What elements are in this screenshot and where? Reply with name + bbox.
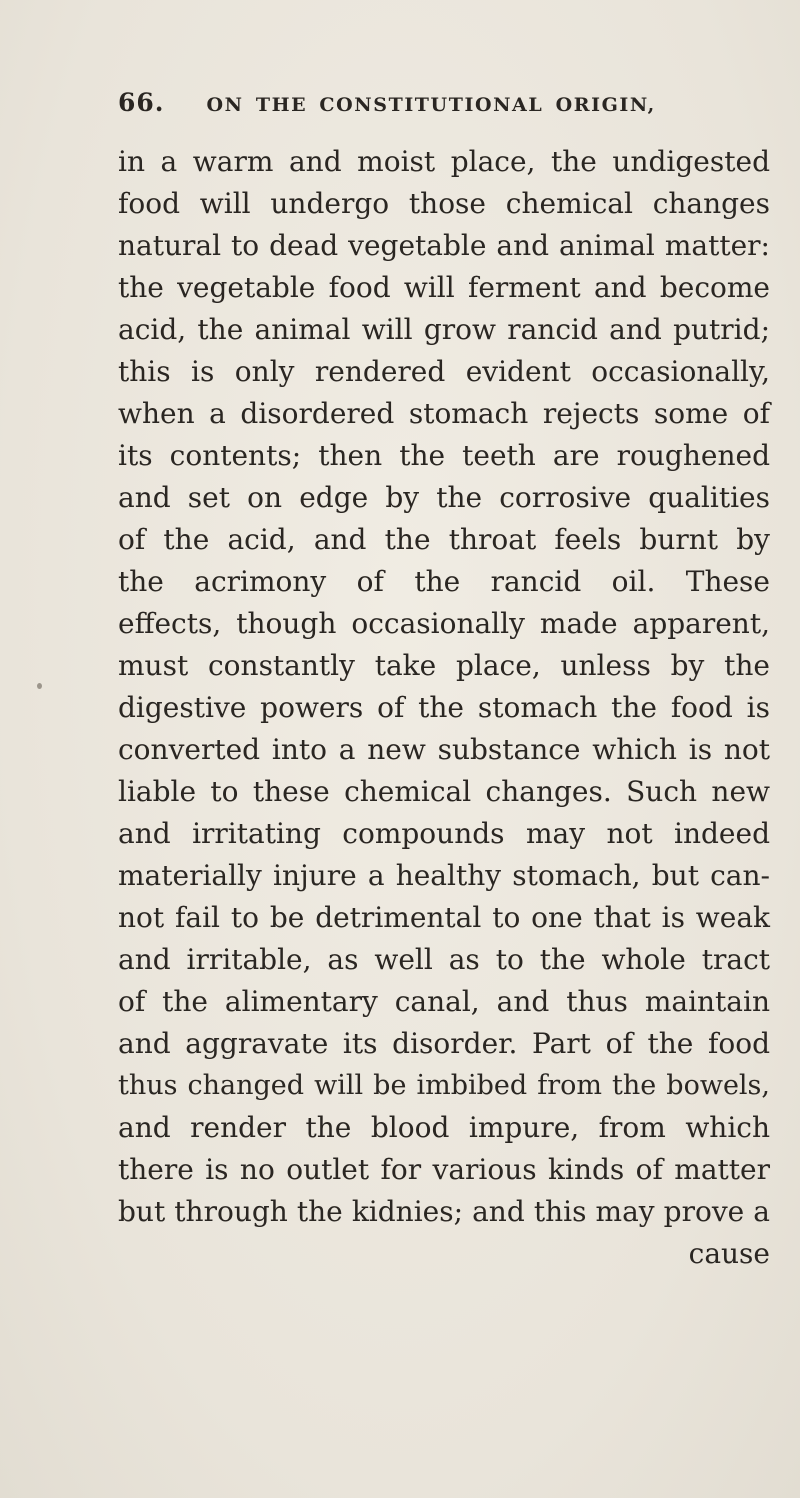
text-line: but through the kidnies; and this may prove a	[118, 1195, 770, 1228]
text-line: the vegetable food will ferment and become	[118, 271, 770, 304]
page-header	[118, 88, 738, 122]
text-line: digestive powers of the stomach the food is	[118, 691, 770, 724]
text-line: when a disordered stomach rejects some of	[118, 397, 770, 430]
text-line: converted into a new substance which is not	[118, 733, 770, 766]
text-line: in a warm and moist place, the undigested	[118, 145, 770, 178]
text-line: effects, though occasionally made apparent,	[118, 607, 770, 640]
text-line: the acrimony of the rancid oil. These	[118, 565, 770, 598]
running-head: ON THE CONSTITUTIONAL ORIGIN,	[206, 94, 656, 116]
text-line: acid, the animal will grow rancid and putrid;	[118, 313, 770, 346]
text-line: this is only rendered evident occasionally,	[118, 355, 770, 388]
page-number: 66.	[118, 88, 165, 117]
text-line: there is no outlet for various kinds of matter	[118, 1153, 770, 1186]
text-line: and irritating compounds may not indeed	[118, 817, 770, 850]
text-line: of the acid, and the throat feels burnt by	[118, 523, 770, 556]
text-line: its contents; then the teeth are roughened	[118, 439, 770, 472]
text-line: thus changed will be imbibed from the bowels,	[118, 1070, 770, 1101]
text-line: must constantly take place, unless by the	[118, 649, 770, 682]
text-line: and render the blood impure, from which	[118, 1111, 770, 1144]
text-line: materially injure a healthy stomach, but can-	[118, 859, 770, 892]
text-line: liable to these chemical changes. Such new	[118, 775, 770, 808]
text-line: and set on edge by the corrosive qualities	[118, 481, 770, 514]
text-line: natural to dead vegetable and animal matter:	[118, 229, 770, 262]
text-line: of the alimentary canal, and thus maintain	[118, 985, 770, 1018]
text-line: and irritable, as well as to the whole tract	[118, 943, 770, 976]
text-line: food will undergo those chemical changes	[118, 187, 770, 220]
ink-blot	[37, 683, 42, 689]
text-line: and aggravate its disorder. Part of the food	[118, 1027, 770, 1060]
text-line: not fail to be detrimental to one that is weak	[118, 901, 770, 934]
catchword: cause	[688, 1237, 770, 1270]
